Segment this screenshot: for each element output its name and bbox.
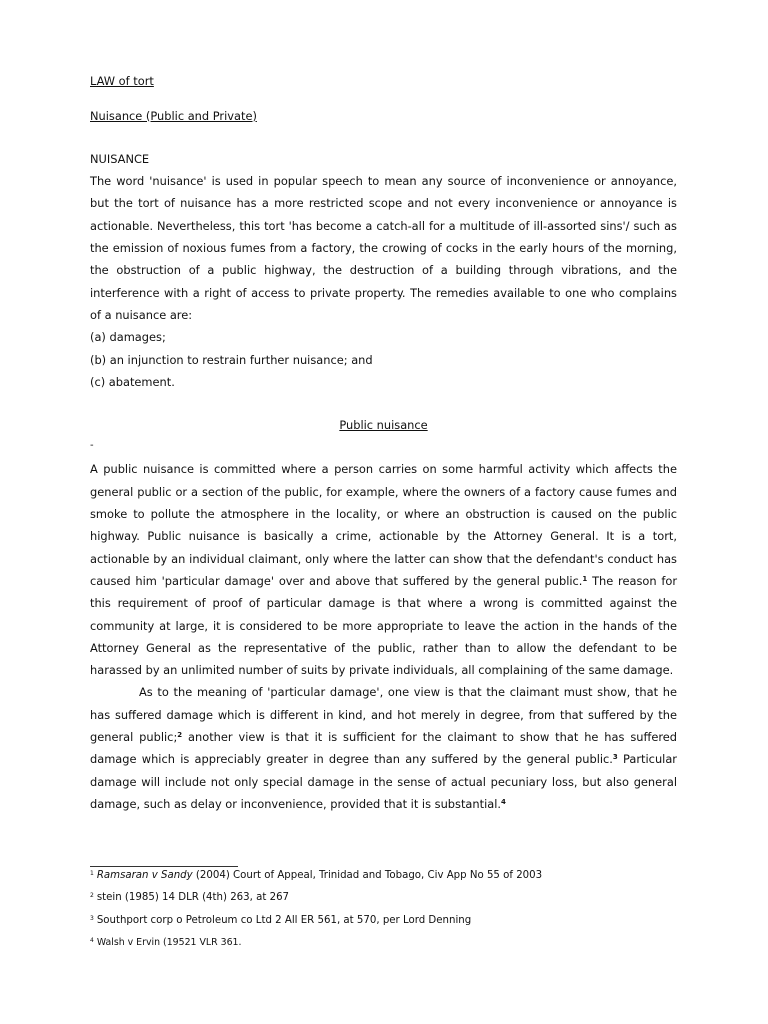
public-nuisance-heading [90, 414, 677, 436]
footnote-3 [90, 915, 471, 926]
paragraph-text: A public nuisance is committed where a person carries on some harmful activity which affects the general public or a section of the public, for example, where the owners of a factory cause fumes and smoke to pollute the atmosphere in the locality, or where an obstruction is caused on the public highway. Public nuisance is basically a crime, actionable by the Attorney General. It is a tort, actionable by an individual claimant, only where the latter can show that the defendant's conduct has caused him 'particular damage' over and above that suffered by the general public. [90, 462, 677, 588]
remedy-item: (c) abatement. [90, 374, 175, 389]
document-title: LAW of tort [90, 74, 154, 88]
footnote-ref-3[interactable]: 3 [612, 753, 618, 762]
footnote-number: 3 [90, 915, 94, 922]
paragraph-text: As to the meaning of 'particular damage', one view is that the claimant must show, that he has suffered damage which is different in kind, and hot merely in degree, from that suffered by the general public; [90, 685, 677, 745]
footnote-2 [90, 892, 289, 903]
footnote-1 [90, 870, 542, 881]
footnote-separator [90, 866, 238, 867]
footnote-number: 2 [90, 892, 94, 899]
footnote-ref-2[interactable]: 2 [177, 731, 183, 740]
section-heading-nuisance: NUISANCE [90, 151, 150, 166]
remedy-item: (b) an injunction to restrain further nuisance; and [90, 352, 373, 367]
intro-paragraph: The word 'nuisance' is used in popular speech to mean any source of inconvenience or annoyance, but the tort of nuisance has a more restricted scope and not every inconvenience or annoyance is actionable. Nevertheless, this tort 'has become a catch-all for a multitude of ill-assorted sins'/ such as the emission of noxious fumes from a factory, the crowing of cocks in the early hours of the morning, the obstruction of a public highway, the destruction of a building through vibrations, and the interference with a right of access to private property. The remedies available to one who complains of a nuisance are: [90, 174, 677, 322]
paragraph-text: another view is that it is sufficient for the claimant to show that he has suffered damage which is appreciably greater in degree than any suffered by the general public. [90, 730, 677, 767]
document-body [90, 70, 677, 815]
footnote-4 [90, 937, 242, 948]
dash-mark: - [90, 440, 94, 452]
footnote-ref-1[interactable]: 1 [582, 574, 588, 583]
public-nuisance-paragraph-1 [90, 458, 677, 681]
paragraph-text: The reason for this requirement of proof of particular damage is that where a wrong is committed against the community at large, it is considered to be more appropriate to leave the action in the hands of the Attorney General as the representative of the public, rather than to allow the defendant to be harassed by an unlimited number of suits by private individuals, all complaining of the same damage. [90, 573, 677, 678]
remedy-item: (a) damages; [90, 330, 166, 345]
footnote-number: 4 [90, 937, 94, 944]
public-nuisance-paragraph-2 [90, 681, 677, 815]
public-nuisance-heading-text: Public nuisance [339, 418, 428, 433]
document-subtitle: Nuisance (Public and Private) [90, 108, 257, 123]
footnote-case-name: Ramsaran v Sandy [96, 870, 193, 881]
footnote-text: Southport corp o Petroleum co Ltd 2 All ER 561, at 570, per Lord Denning [96, 915, 472, 926]
paragraph-text: Particular damage will include not only special damage in the sense of actual pecuniary loss, but also general damage, such as delay or inconvenience, provided that it is substantial. [90, 752, 677, 811]
footnote-text: stein (1985) 14 DLR (4th) 263, at 267 [96, 892, 290, 903]
footnote-ref-4[interactable]: 4 [501, 797, 506, 806]
footnote-number: 1 [90, 870, 94, 877]
footnote-text: (2004) Court of Appeal, Trinidad and Tobago, Civ App No 55 of 2003 [192, 870, 543, 881]
footnote-text: Walsh v Ervin (19521 VLR 361. [96, 937, 242, 948]
